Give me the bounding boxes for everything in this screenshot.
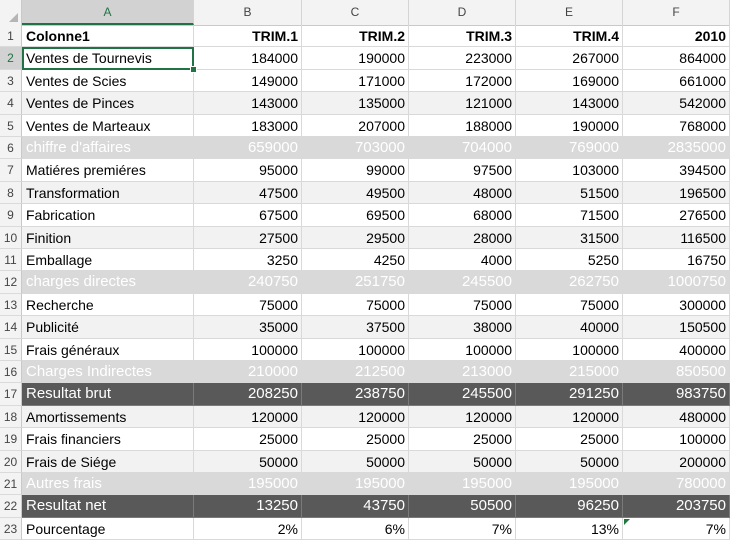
value-cell[interactable]: 40000 (516, 316, 623, 338)
row-header[interactable]: 23 (0, 518, 22, 540)
row-label-cell[interactable]: charges directes (22, 271, 194, 293)
value-cell[interactable]: 2% (194, 518, 302, 540)
row-label-cell[interactable]: Charges Indirectes (22, 361, 194, 383)
value-cell[interactable]: 213000 (409, 361, 516, 383)
value-cell[interactable]: 49500 (302, 182, 409, 204)
table-row (0, 92, 730, 114)
value-cell[interactable]: 116500 (623, 227, 730, 249)
value-cell[interactable]: 120000 (302, 406, 409, 428)
value-cell[interactable]: 864000 (623, 47, 730, 69)
value-cell[interactable]: TRIM.1 (194, 25, 302, 47)
value-cell[interactable]: 190000 (516, 115, 623, 137)
value-cell[interactable]: 276500 (623, 204, 730, 226)
value-cell[interactable]: 67500 (194, 204, 302, 226)
table-row (0, 383, 730, 405)
row-label-cell[interactable]: Autres frais (22, 473, 194, 495)
table-row (0, 271, 730, 293)
table-row (0, 137, 730, 159)
value-cell[interactable]: 103000 (516, 159, 623, 181)
row-header[interactable]: 11 (0, 249, 22, 271)
table-row (0, 25, 730, 47)
row-header[interactable]: 5 (0, 115, 22, 137)
value-cell[interactable]: 13% (516, 518, 623, 540)
value-cell[interactable]: 75000 (409, 294, 516, 316)
value-cell[interactable]: 184000 (194, 47, 302, 69)
value-cell[interactable]: 4250 (302, 249, 409, 271)
table-row (0, 70, 730, 92)
value-cell[interactable]: 99000 (302, 159, 409, 181)
table-row (0, 406, 730, 428)
value-cell[interactable]: 267000 (516, 47, 623, 69)
value-cell[interactable]: 100000 (623, 428, 730, 450)
value-cell[interactable]: 769000 (516, 137, 623, 159)
select-all-corner[interactable] (0, 0, 22, 25)
value-cell[interactable]: 659000 (194, 137, 302, 159)
value-cell[interactable]: 208250 (194, 383, 302, 405)
column-header-d[interactable]: D (409, 0, 516, 25)
value-cell[interactable]: 135000 (302, 92, 409, 114)
value-cell[interactable]: 120000 (516, 406, 623, 428)
value-cell[interactable]: TRIM.3 (409, 25, 516, 47)
table-row (0, 428, 730, 450)
value-cell[interactable]: 50500 (409, 495, 516, 517)
value-cell[interactable]: 25000 (409, 428, 516, 450)
value-cell[interactable]: 983750 (623, 383, 730, 405)
value-cell[interactable]: 212500 (302, 361, 409, 383)
error-indicator-icon[interactable] (624, 519, 630, 525)
row-label-cell[interactable]: Frais généraux (22, 339, 194, 361)
value-cell[interactable]: 1000750 (623, 271, 730, 293)
value-cell[interactable]: 3250 (194, 249, 302, 271)
table-row (0, 316, 730, 338)
value-cell[interactable]: 704000 (409, 137, 516, 159)
value-cell[interactable]: 200000 (623, 451, 730, 473)
table-row (0, 204, 730, 226)
column-header-c[interactable]: C (302, 0, 409, 25)
value-cell[interactable]: 28000 (409, 227, 516, 249)
row-label-cell[interactable]: Finition (22, 227, 194, 249)
value-cell[interactable]: 850500 (623, 361, 730, 383)
row-label-cell[interactable]: Ventes de Pinces (22, 92, 194, 114)
row-label-cell[interactable]: Frais financiers (22, 428, 194, 450)
row-header[interactable]: 7 (0, 159, 22, 181)
value-cell[interactable]: 188000 (409, 115, 516, 137)
value-cell[interactable]: 223000 (409, 47, 516, 69)
row-header[interactable]: 14 (0, 316, 22, 338)
table-row (0, 249, 730, 271)
column-header-f[interactable]: F (623, 0, 730, 25)
value-cell[interactable]: 169000 (516, 70, 623, 92)
value-cell[interactable]: 38000 (409, 316, 516, 338)
value-cell[interactable]: 238750 (302, 383, 409, 405)
column-header-e[interactable]: E (516, 0, 623, 25)
row-label-cell[interactable]: Ventes de Scies (22, 70, 194, 92)
value-cell[interactable]: 262750 (516, 271, 623, 293)
table-row (0, 159, 730, 181)
value-cell[interactable]: 25000 (302, 428, 409, 450)
row-label-cell[interactable]: chiffre d'affaires (22, 137, 194, 159)
value-cell[interactable]: 542000 (623, 92, 730, 114)
value-cell[interactable]: 100000 (516, 339, 623, 361)
table-row (0, 47, 730, 69)
value-cell[interactable]: 768000 (623, 115, 730, 137)
value-cell[interactable]: 4000 (409, 249, 516, 271)
table-row (0, 451, 730, 473)
value-cell[interactable]: 2010 (623, 25, 730, 47)
value-cell[interactable]: 195000 (302, 473, 409, 495)
value-cell[interactable]: 75000 (194, 294, 302, 316)
row-label-cell[interactable]: Matiéres premiéres (22, 159, 194, 181)
table-row (0, 361, 730, 383)
value-cell[interactable]: 13250 (194, 495, 302, 517)
value-cell[interactable]: 35000 (194, 316, 302, 338)
value-cell[interactable]: 215000 (516, 361, 623, 383)
value-cell[interactable]: 190000 (302, 47, 409, 69)
row-header[interactable]: 8 (0, 182, 22, 204)
value-cell[interactable]: 5250 (516, 249, 623, 271)
row-header[interactable]: 1 (0, 25, 22, 47)
value-cell[interactable]: 120000 (409, 406, 516, 428)
row-header[interactable]: 13 (0, 294, 22, 316)
value-cell[interactable]: 25000 (516, 428, 623, 450)
value-cell[interactable]: 172000 (409, 70, 516, 92)
value-cell[interactable]: 210000 (194, 361, 302, 383)
value-cell[interactable]: TRIM.4 (516, 25, 623, 47)
row-header[interactable]: 3 (0, 70, 22, 92)
value-cell[interactable]: 97500 (409, 159, 516, 181)
value-cell[interactable]: 96250 (516, 495, 623, 517)
value-cell[interactable]: 195000 (194, 473, 302, 495)
value-cell[interactable]: TRIM.2 (302, 25, 409, 47)
row-label-cell[interactable]: Fabrication (22, 204, 194, 226)
table-row (0, 294, 730, 316)
value-cell[interactable]: 50000 (194, 451, 302, 473)
value-cell[interactable]: 703000 (302, 137, 409, 159)
row-label-cell[interactable]: Pourcentage (22, 518, 194, 540)
value-cell[interactable]: 480000 (623, 406, 730, 428)
row-header[interactable]: 20 (0, 451, 22, 473)
value-cell[interactable]: 71500 (516, 204, 623, 226)
table-row (0, 227, 730, 249)
value-cell[interactable]: 7% (623, 518, 730, 540)
row-header[interactable]: 15 (0, 339, 22, 361)
row-header[interactable]: 19 (0, 428, 22, 450)
value-cell[interactable]: 69500 (302, 204, 409, 226)
row-header[interactable]: 22 (0, 495, 22, 517)
value-cell[interactable]: 95000 (194, 159, 302, 181)
row-header[interactable]: 12 (0, 271, 22, 293)
row-header[interactable]: 18 (0, 406, 22, 428)
value-cell[interactable]: 50000 (409, 451, 516, 473)
row-header[interactable]: 16 (0, 361, 22, 383)
value-cell[interactable]: 27500 (194, 227, 302, 249)
value-cell[interactable]: 195000 (516, 473, 623, 495)
value-cell[interactable]: 171000 (302, 70, 409, 92)
row-header[interactable]: 4 (0, 92, 22, 114)
value-cell[interactable]: 6% (302, 518, 409, 540)
active-cell[interactable]: Ventes de Tournevis (22, 47, 194, 69)
row-label-cell[interactable]: Frais de Siége (22, 451, 194, 473)
row-label-cell[interactable]: Recherche (22, 294, 194, 316)
value-cell[interactable]: 7% (409, 518, 516, 540)
value-cell[interactable]: 195000 (409, 473, 516, 495)
value-cell[interactable]: 75000 (302, 294, 409, 316)
row-header[interactable]: 10 (0, 227, 22, 249)
value-cell[interactable]: 100000 (409, 339, 516, 361)
value-cell[interactable]: 75000 (516, 294, 623, 316)
row-label-cell[interactable]: Resultat net (22, 495, 194, 517)
row-label-cell[interactable]: Transformation (22, 182, 194, 204)
value-cell[interactable]: 121000 (409, 92, 516, 114)
row-header[interactable]: 6 (0, 137, 22, 159)
row-label-cell[interactable]: Resultat brut (22, 383, 194, 405)
value-cell[interactable]: 251750 (302, 271, 409, 293)
fill-handle[interactable] (190, 66, 197, 73)
table-row (0, 473, 730, 495)
value-cell[interactable]: 780000 (623, 473, 730, 495)
value-cell[interactable]: 68000 (409, 204, 516, 226)
value-cell[interactable]: 25000 (194, 428, 302, 450)
value-cell[interactable]: 300000 (623, 294, 730, 316)
column-header-b[interactable]: B (194, 0, 302, 25)
value-cell[interactable]: 47500 (194, 182, 302, 204)
column-header-a[interactable]: A (22, 0, 194, 25)
row-header[interactable]: 9 (0, 204, 22, 226)
value-cell[interactable]: 245500 (409, 271, 516, 293)
row-header[interactable]: 21 (0, 473, 22, 495)
value-cell[interactable]: 120000 (194, 406, 302, 428)
value-cell[interactable]: 196500 (623, 182, 730, 204)
value-cell[interactable]: 2835000 (623, 137, 730, 159)
value-cell[interactable]: 143000 (516, 92, 623, 114)
value-cell[interactable]: 150500 (623, 316, 730, 338)
value-cell[interactable]: 661000 (623, 70, 730, 92)
value-cell[interactable]: 394500 (623, 159, 730, 181)
row-header[interactable]: 2 (0, 47, 22, 69)
value-cell[interactable]: 37500 (302, 316, 409, 338)
table-row (0, 339, 730, 361)
value-cell[interactable]: 100000 (194, 339, 302, 361)
value-cell[interactable]: 50000 (302, 451, 409, 473)
value-cell[interactable]: 203750 (623, 495, 730, 517)
value-cell[interactable]: 143000 (194, 92, 302, 114)
value-cell[interactable]: 400000 (623, 339, 730, 361)
value-cell[interactable]: 291250 (516, 383, 623, 405)
value-cell[interactable]: 183000 (194, 115, 302, 137)
table-row (0, 182, 730, 204)
table-row (0, 518, 730, 540)
value-cell[interactable]: 50000 (516, 451, 623, 473)
value-cell[interactable]: 51500 (516, 182, 623, 204)
value-cell[interactable]: 16750 (623, 249, 730, 271)
value-cell[interactable]: 149000 (194, 70, 302, 92)
value-cell[interactable]: 240750 (194, 271, 302, 293)
row-header[interactable]: 17 (0, 383, 22, 405)
value-cell[interactable]: 43750 (302, 495, 409, 517)
table-row (0, 495, 730, 517)
table-row (0, 115, 730, 137)
value-cell[interactable]: 207000 (302, 115, 409, 137)
row-label-cell[interactable]: Emballage (22, 249, 194, 271)
value-cell[interactable]: 31500 (516, 227, 623, 249)
row-label-cell[interactable]: Amortissements (22, 406, 194, 428)
row-label-cell[interactable]: Ventes de Marteaux (22, 115, 194, 137)
value-cell[interactable]: 100000 (302, 339, 409, 361)
row-label-cell[interactable]: Publicité (22, 316, 194, 338)
value-cell[interactable]: 48000 (409, 182, 516, 204)
value-cell[interactable]: 245500 (409, 383, 516, 405)
row-label-cell[interactable]: Colonne1 (22, 25, 194, 47)
value-cell[interactable]: 29500 (302, 227, 409, 249)
